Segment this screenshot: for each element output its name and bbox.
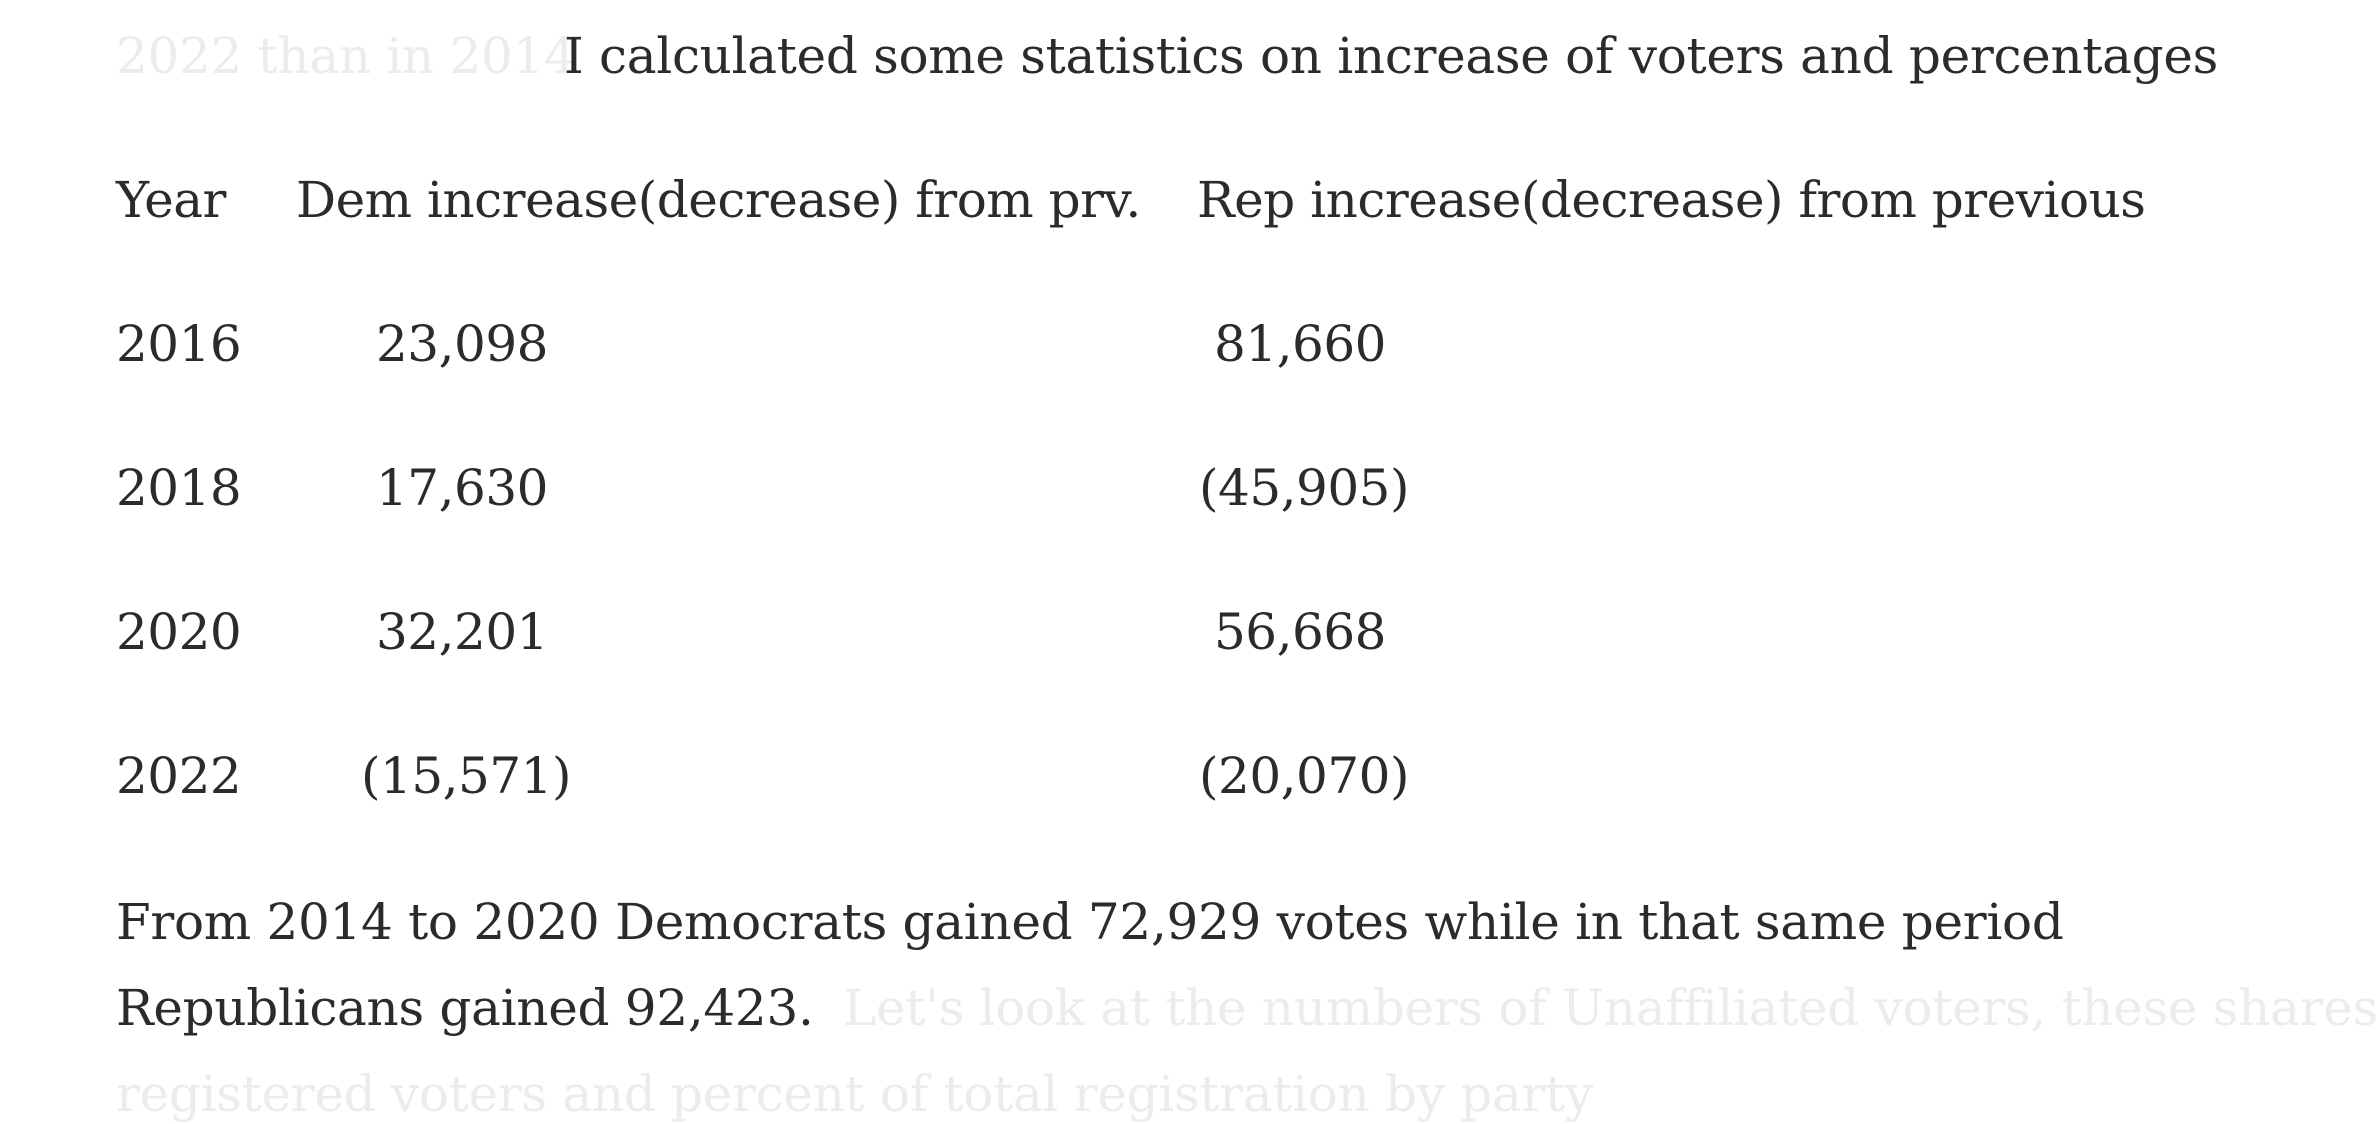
intro-faded-prefix: 2022 than in 2014 [116, 27, 576, 85]
intro-line [116, 26, 2219, 86]
table-row-rep: (45,905) [1199, 459, 1409, 517]
table-row-year: 2022 [116, 747, 242, 805]
summary-line-2-faded: Let's look at the numbers of Unaffiliated voters, these shares [843, 979, 2378, 1037]
summary-line-2-text: Republicans gained 92,423. [116, 979, 814, 1037]
table-row-year: 2018 [116, 459, 242, 517]
table-row-dem: (15,571) [361, 747, 571, 805]
header-rep: Rep increase(decrease) from previous [1197, 171, 2146, 229]
table-row-year: 2016 [116, 315, 242, 373]
intro-text: I calculated some statistics on increase of voters and percentages [564, 27, 2219, 85]
summary-line-3-faded: registered voters and percent of total registration by party [116, 1065, 1593, 1123]
table-row-rep: 81,660 [1214, 315, 1386, 373]
table-row-year: 2020 [116, 603, 242, 661]
table-row-dem: 23,098 [376, 315, 548, 373]
header-dem: Dem increase(decrease) from prv. [296, 171, 1141, 229]
table-row-rep: (20,070) [1199, 747, 1409, 805]
header-year: Year [116, 171, 226, 229]
table-row-dem: 17,630 [376, 459, 548, 517]
summary-line-2 [116, 978, 2378, 1038]
table-row-dem: 32,201 [376, 603, 548, 661]
table-row-rep: 56,668 [1214, 603, 1386, 661]
summary-line-1: From 2014 to 2020 Democrats gained 72,929 votes while in that same period [116, 893, 2064, 951]
